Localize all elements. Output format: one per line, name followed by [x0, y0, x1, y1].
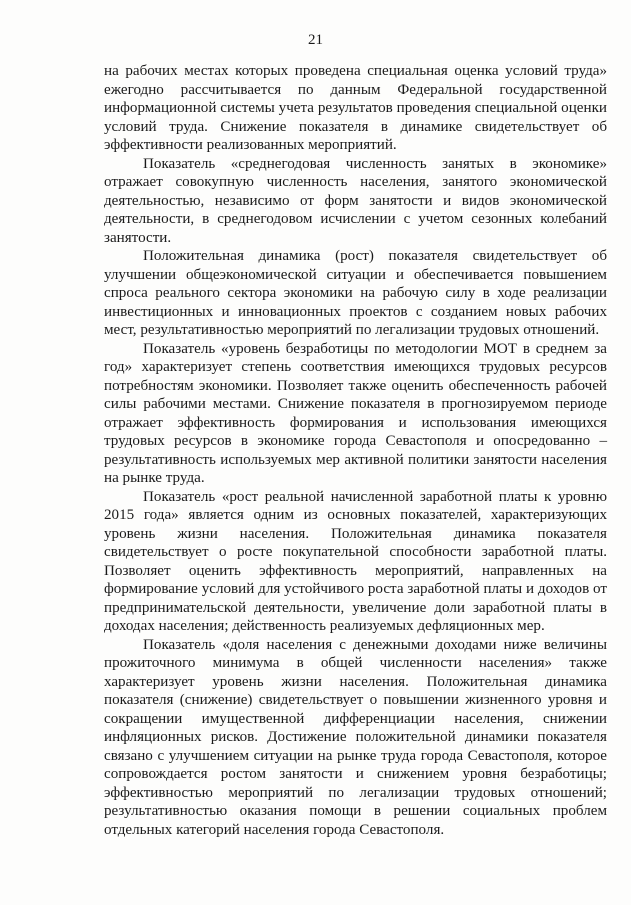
paragraph-real-wage-growth: Показатель «рост реальной начисленной заработной платы к уровню 2015 года» является одним из основных показателей, характеризующих уровень жизни населения. Положительная динамика показателя свидетельствует о росте покупательной способности заработной платы. Позволяет оценить эффективность мероприятий, направленных на формирование условий для устойчивого роста заработной платы и доходов от предпринимательской деятельности, увеличение доли заработной платы в доходах населения; действенность реализуемых дефляционных мер.: [104, 488, 607, 634]
page-number: 21: [308, 32, 323, 48]
document-body: [104, 62, 607, 839]
paragraph-assessment-continuation: на рабочих местах которых проведена специальная оценка условий труда» ежегодно рассчитывается по данным Федеральной государственной информационной системы учета результатов проведения специальной оценки условий труда. Снижение показателя в динамике свидетельствует об эффективности реализованных мероприятий.: [104, 63, 607, 153]
paragraph-positive-dynamics: Положительная динамика (рост) показателя свидетельствует об улучшении общеэкономической ситуации и обеспечивается повышением спроса реального сектора экономики на рабочую силу в ходе реализации инвестиционных и инновационных проектов с созданием новых рабочих мест, результативностью мероприятий по легализации трудовых отношений.: [104, 248, 607, 338]
paragraph-average-employment: Показатель «среднегодовая численность занятых в экономике» отражает совокупную численность населения, занятого экономической деятельностью, независимо от форм занятости и видов экономической деятельности, в среднегодовом исчислении с учетом сезонных колебаний занятости.: [104, 155, 607, 246]
paragraph-population-below-minimum: Показатель «доля населения с денежными доходами ниже величины прожиточного минимума в общей численности населения» также характеризует уровень жизни населения. Положительная динамика показателя (снижение) свидетельствует о повышении жизненного уровня и сокращении имущественной дифференциации населения, снижении инфляционных рисков. Достижение положительной динамики показателя связано с улучшением ситуации на рынке труда города Севастополя, которое сопровождается ростом занятости и снижением уровня безработицы; эффективностью мероприятий по легализации трудовых отношений; результативностью оказания помощи в решении социальных проблем отдельных категорий населения города Севастополя.: [104, 636, 607, 838]
paragraph-unemployment-rate: Показатель «уровень безработицы по методологии МОТ в среднем за год» характеризует степень соответствия имеющихся трудовых ресурсов потребностям экономики. Позволяет также оценить обеспеченность рабочей силы рабочими местами. Снижение показателя в прогнозируемом периоде отражает эффективность формирования и использования имеющихся трудовых ресурсов в экономике города Севастополя и опосредованно – результативность используемых мер активной политики занятости населения на рынке труда.: [104, 340, 607, 486]
